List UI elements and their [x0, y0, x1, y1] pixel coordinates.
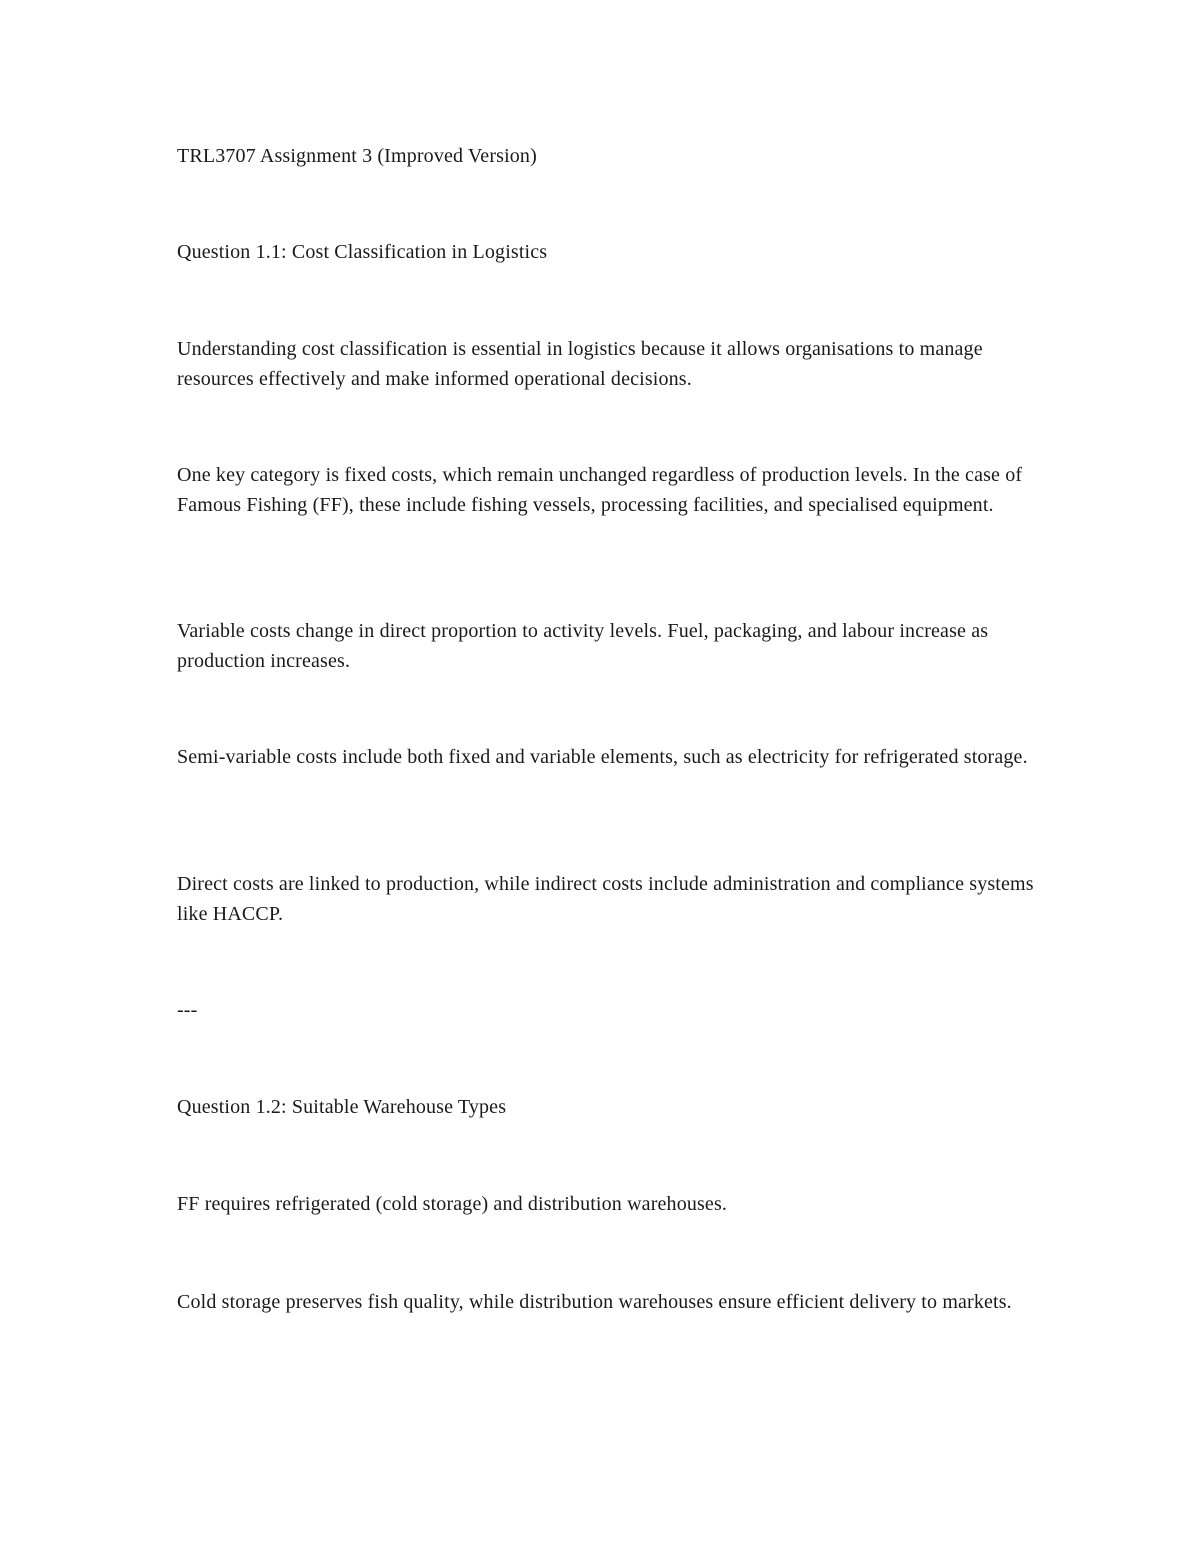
question-1-1-heading: Question 1.1: Cost Classification in Logistics — [177, 241, 548, 263]
paragraph-cost-classification-intro: Understanding cost classification is essential in logistics because it allows organisations to manage resources effectively and make informed operational decisions. — [177, 338, 988, 390]
document-title: TRL3707 Assignment 3 (Improved Version) — [177, 145, 537, 167]
paragraph-direct-indirect-costs: Direct costs are linked to production, while indirect costs include administration and compliance systems like HACCP. — [177, 873, 1039, 925]
paragraph-variable-costs: Variable costs change in direct proportion to activity levels. Fuel, packaging, and labour increase as production increases. — [177, 620, 994, 672]
paragraph-fixed-costs: One key category is fixed costs, which remain unchanged regardless of production levels. In the case of Famous Fishing (FF), these include fishing vessels, processing facilities, and specialised equipment. — [177, 464, 1028, 516]
question-1-2-heading: Question 1.2: Suitable Warehouse Types — [177, 1096, 507, 1118]
paragraph-warehouse-requirements: FF requires refrigerated (cold storage) and distribution warehouses. — [177, 1193, 728, 1215]
section-separator: --- — [177, 999, 198, 1021]
paragraph-cold-storage-distribution: Cold storage preserves fish quality, while distribution warehouses ensure efficient delivery to markets. — [177, 1291, 1012, 1313]
paragraph-semi-variable-costs: Semi-variable costs include both fixed and variable elements, such as electricity for refrigerated storage. — [177, 746, 1028, 768]
